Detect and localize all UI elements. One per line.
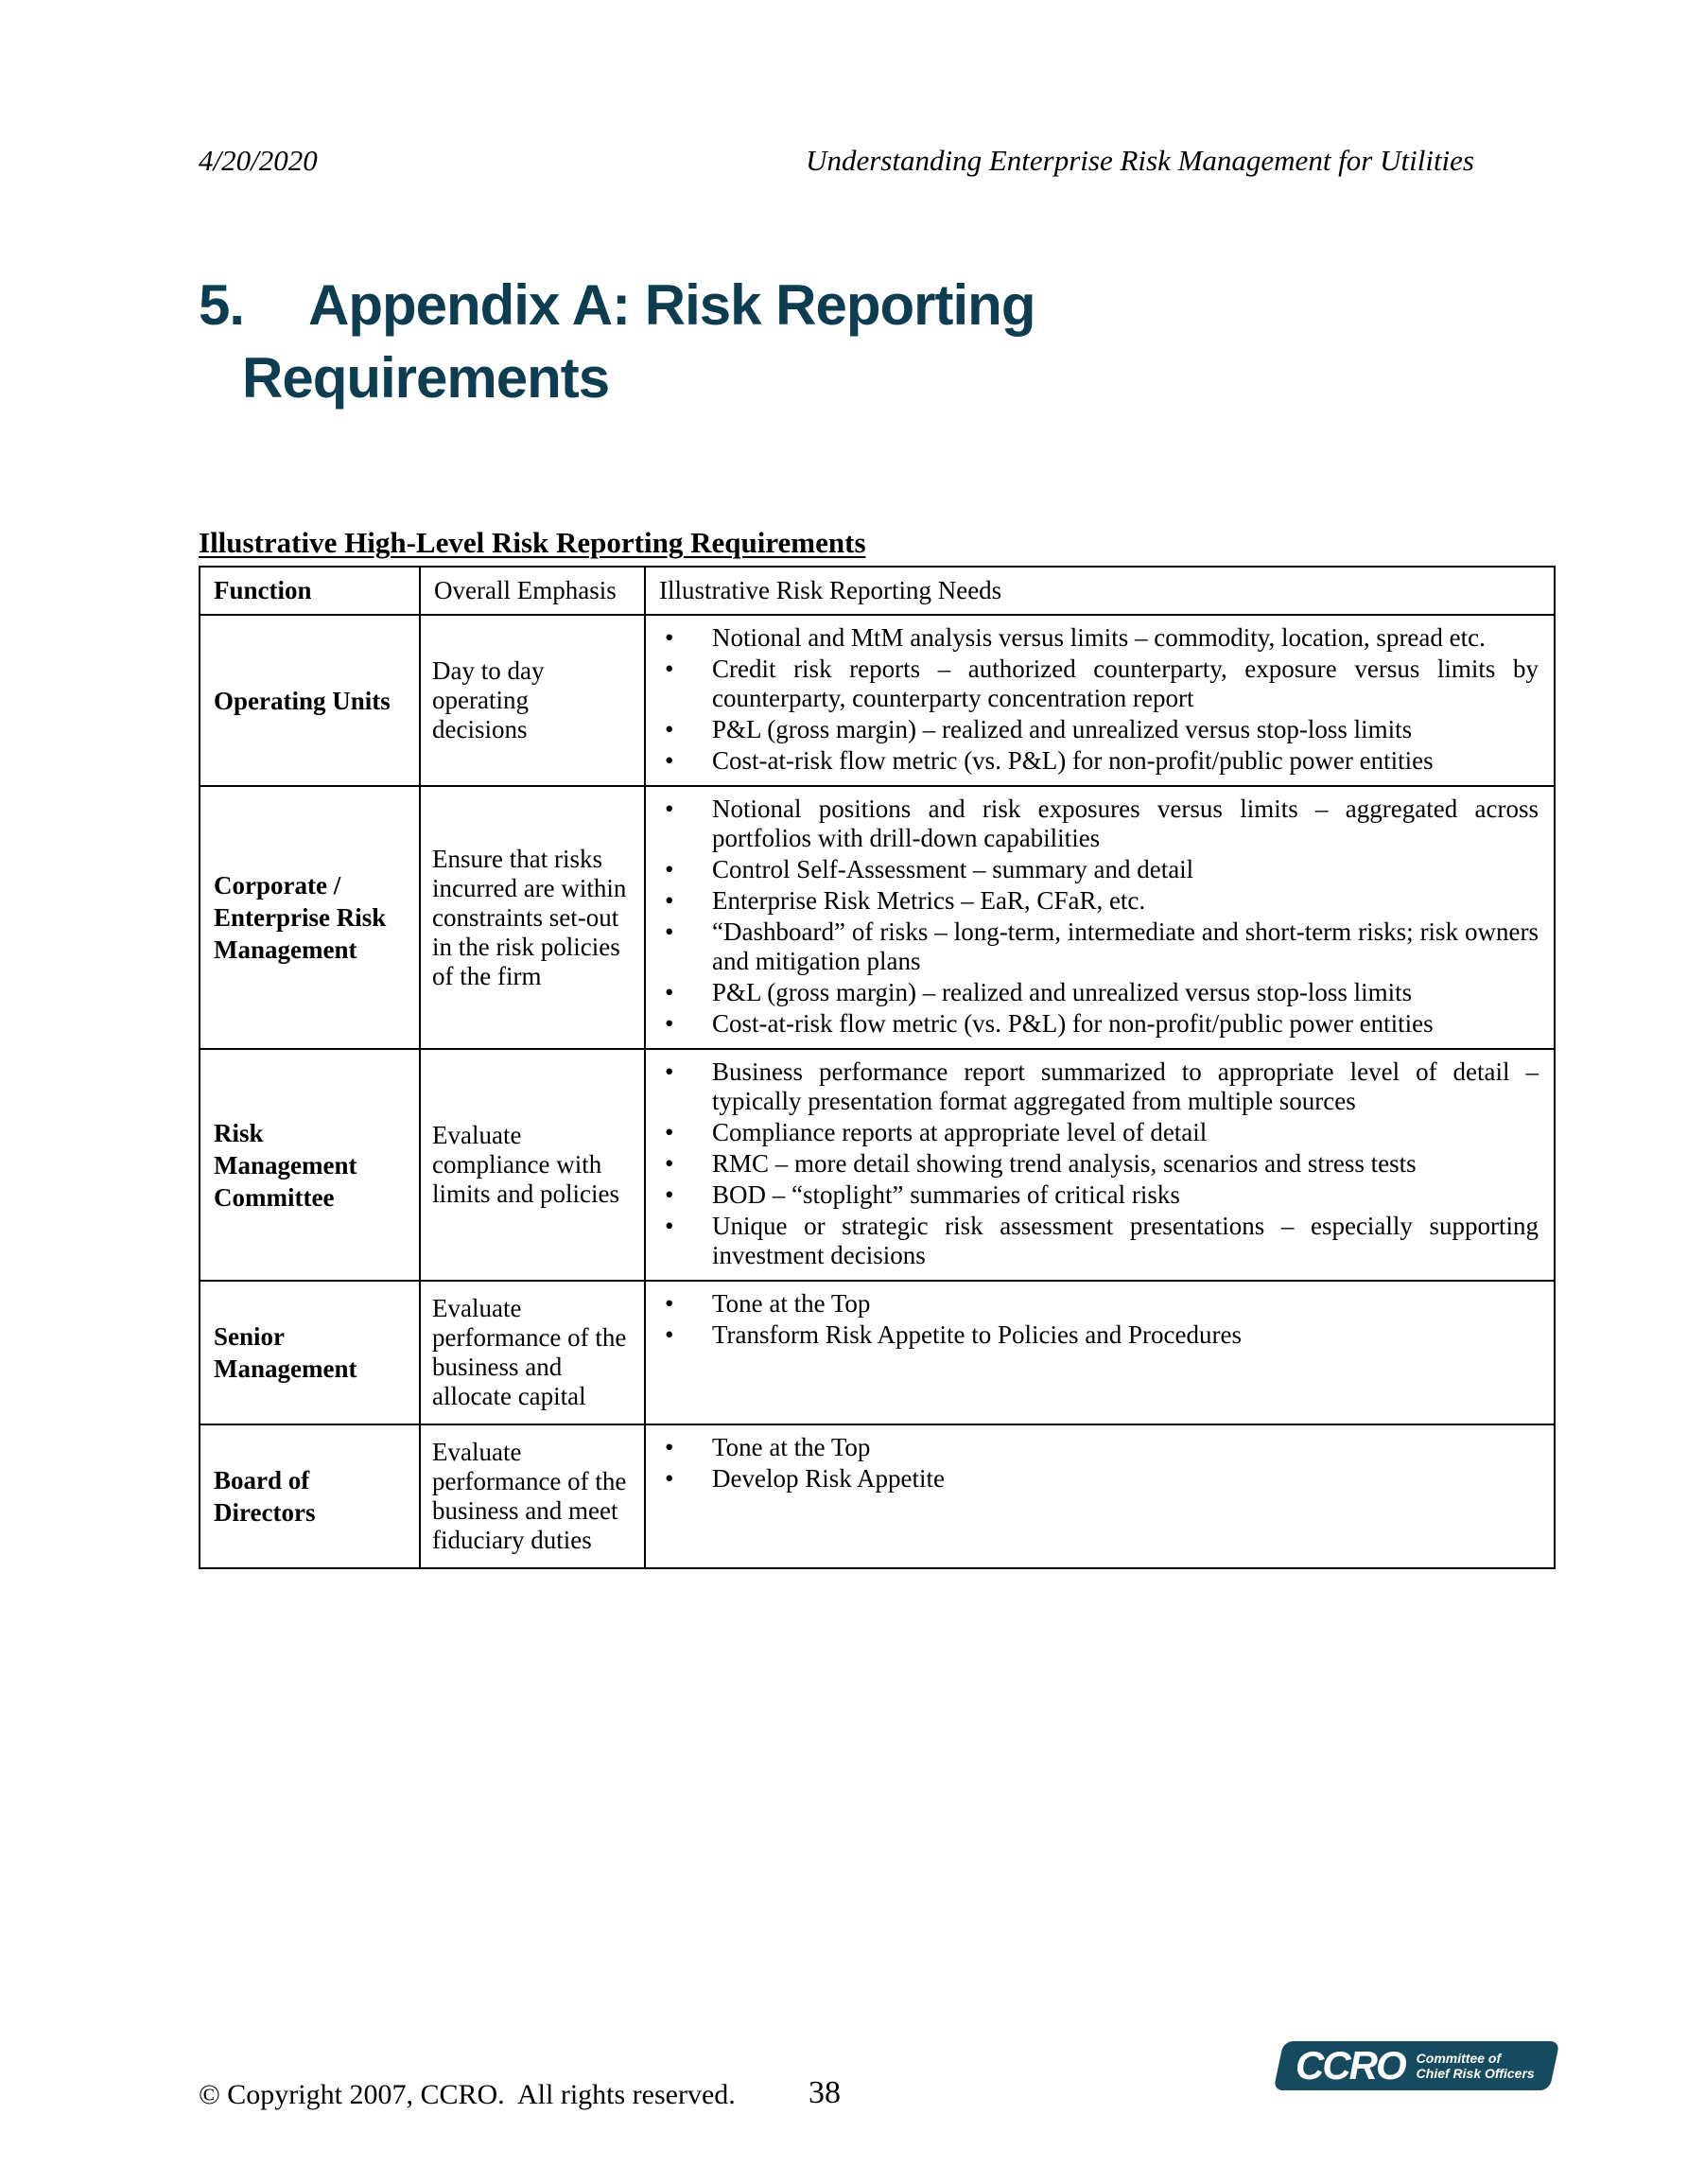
table-row [200,1049,1555,1281]
needs-list [646,1289,1539,1350]
need-item: • Notional and MtM analysis versus limits – commodity, location, spread etc. [712,623,1539,653]
need-item: • Unique or strategic risk assessment presentations – especially supporting investment decisions [712,1212,1539,1270]
col-header-emphasis: Overall Emphasis [420,567,645,615]
need-item: • P&L (gross margin) – realized and unrealized versus stop-loss limits [712,978,1539,1007]
chapter-title-line1: Appendix A: Risk Reporting [308,273,1035,337]
risk-reporting-table [199,566,1556,1569]
col-header-needs: Illustrative Risk Reporting Needs [645,567,1555,615]
need-item: • Enterprise Risk Metrics – EaR, CFaR, etc. [712,886,1539,916]
needs-list [646,623,1539,776]
needs-list [646,795,1539,1039]
function-cell: Corporate / Enterprise Risk Management [200,786,420,1049]
need-item: • Cost-at-risk flow metric (vs. P&L) for non-profit/public power entities [712,1009,1539,1039]
needs-cell [645,1281,1555,1424]
ccro-logo-inner [1296,2043,1539,2088]
need-item: • Control Self-Assessment – summary and detail [712,855,1539,884]
header-doc-title: Understanding Enterprise Risk Management for Utilities [806,144,1474,177]
need-item: • Compliance reports at appropriate level of detail [712,1118,1539,1147]
chapter-heading [199,269,1554,414]
header-row [200,567,1555,615]
needs-list [646,1057,1539,1270]
table-row [200,786,1555,1049]
emphasis-cell: Evaluate performance of the business and allocate capital [420,1281,645,1424]
need-item: • Business performance report summarized to appropriate level of detail – typically presentation format aggregated from multiple sources [712,1057,1539,1116]
need-item: • RMC – more detail showing trend analysis, scenarios and stress tests [712,1149,1539,1179]
table-body [200,615,1555,1568]
needs-list [646,1433,1539,1494]
need-item: • Credit risk reports – authorized counterparty, exposure versus limits by counterparty, counterparty concentration report [712,655,1539,713]
need-item: • Develop Risk Appetite [712,1464,1539,1494]
need-item: • Cost-at-risk flow metric (vs. P&L) for non-profit/public power entities [712,746,1539,776]
function-cell: Risk Management Committee [200,1049,420,1281]
need-item: • BOD – “stoplight” summaries of critical risks [712,1180,1539,1210]
need-item: • Notional positions and risk exposures versus limits – aggregated across portfolios with drill-down capabilities [712,795,1539,853]
needs-cell [645,615,1555,786]
function-cell: Senior Management [200,1281,420,1424]
need-item: • Tone at the Top [712,1289,1539,1319]
table-row [200,1424,1555,1568]
ccro-logo-tagline [1417,2051,1535,2081]
need-item: • Transform Risk Appetite to Policies and Procedures [712,1320,1539,1350]
chapter-number: 5. [199,273,245,337]
ccro-tagline-line1: Committee of [1416,2051,1502,2066]
need-item: • Tone at the Top [712,1433,1539,1462]
emphasis-cell: Day to day operating decisions [420,615,645,786]
emphasis-cell: Evaluate compliance with limits and policies [420,1049,645,1281]
running-header [199,0,1554,178]
needs-cell [645,786,1555,1049]
needs-cell [645,1049,1555,1281]
need-item: • P&L (gross margin) – realized and unrealized versus stop-loss limits [712,715,1539,744]
ccro-logo [1273,2041,1559,2090]
need-item: • “Dashboard” of risks – long-term, intermediate and short-term risks; risk owners and mitigation plans [712,917,1539,976]
chapter-title-line2: Requirements [242,346,610,410]
needs-cell [645,1424,1555,1568]
ccro-logo-acronym: CCRO [1296,2043,1405,2088]
col-header-function: Function [200,567,420,615]
emphasis-cell: Evaluate performance of the business and meet fiduciary duties [420,1424,645,1568]
table-row [200,615,1555,786]
emphasis-cell: Ensure that risks incurred are within constraints set-out in the risk policies of the firm [420,786,645,1049]
section-title: Illustrative High-Level Risk Reporting Requirements [199,526,866,559]
page-content [199,0,1554,1569]
function-cell: Board of Directors [200,1424,420,1568]
page-number: 38 [809,2075,841,2110]
copyright-text: © Copyright 2007, CCRO. All rights reserved. [199,2079,736,2110]
table-header [200,567,1555,615]
function-cell: Operating Units [200,615,420,786]
ccro-tagline-line2: Chief Risk Officers [1416,2066,1535,2081]
table-row [200,1281,1555,1424]
header-date: 4/20/2020 [199,144,318,177]
